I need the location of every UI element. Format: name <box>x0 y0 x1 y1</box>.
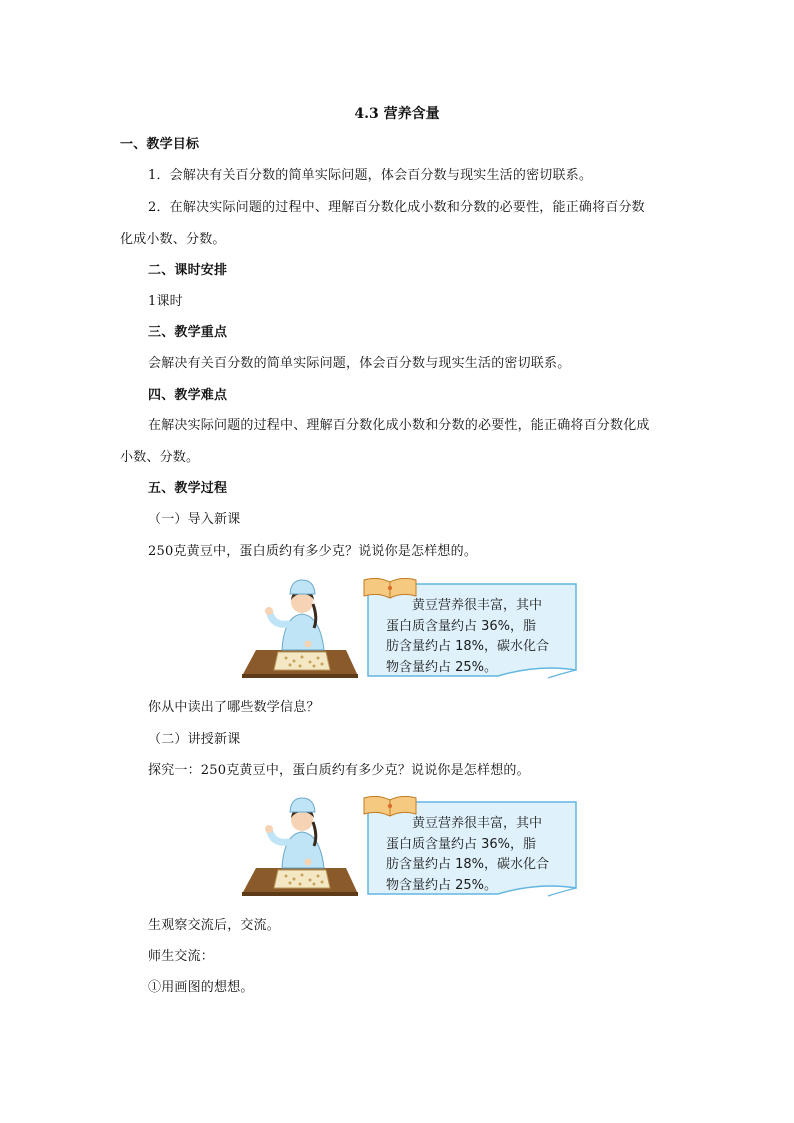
part-1-followup: 你从中读出了哪些数学信息？ <box>148 700 320 715</box>
bubble-1-line-3: 肪含量约占 18%，碳水化合 <box>386 639 550 654</box>
difficulties-line-1: 在解决实际问题的过程中、理解百分数化成小数和分数的必要性，能正确将百分数化成 <box>148 418 650 433</box>
part-2-discussion: 师生交流： <box>148 949 215 964</box>
section-heading-process: 五、教学过程 <box>148 481 228 496</box>
page-title: 4.3 营养含量 <box>354 106 440 122</box>
part-1-heading: （一）导入新课 <box>148 512 241 527</box>
part-1-question: 250克黄豆中，蛋白质约有多少克？说说你是怎样想的。 <box>148 544 478 559</box>
bubble-2-line-2: 蛋白质含量约占 36%，脂 <box>386 836 537 852</box>
difficulties-line-2: 小数、分数。 <box>120 450 200 465</box>
nutrition-bubble-text-1 <box>386 596 576 678</box>
nutrition-bubble-text-2 <box>386 814 576 896</box>
key-points-text: 会解决有关百分数的简单实际问题，体会百分数与现实生活的密切联系。 <box>148 356 571 371</box>
bubble-1-line-2: 蛋白质含量约占 36%，脂 <box>386 618 537 634</box>
section-heading-goals: 一、教学目标 <box>120 137 200 152</box>
bubble-1-line-4: 物含量约占 25%。 <box>386 659 498 675</box>
goal-item-2-line-2: 化成小数、分数。 <box>120 232 226 247</box>
illustration-nutrition-2 <box>238 796 584 894</box>
goal-item-2-line-1: 2．在解决实际问题的过程中、理解百分数化成小数和分数的必要性，能正确将百分数 <box>148 200 645 215</box>
illustration-nutrition-1 <box>238 578 584 676</box>
part-2-method-1: ①用画图的想想。 <box>148 980 254 995</box>
schedule-text: 1课时 <box>148 294 183 309</box>
part-2-observation: 生观察交流后，交流。 <box>148 918 281 933</box>
bubble-1-line-1: 黄豆营养很丰富，其中 <box>412 598 543 613</box>
bubble-2-line-3: 肪含量约占 18%，碳水化合 <box>386 857 550 872</box>
section-heading-key-points: 三、教学重点 <box>148 325 228 340</box>
goal-item-1: 1．会解决有关百分数的简单实际问题，体会百分数与现实生活的密切联系。 <box>148 168 593 183</box>
part-2-question: 探究一：250克黄豆中，蛋白质约有多少克？说说你是怎样想的。 <box>148 763 530 778</box>
section-heading-difficulties: 四、教学难点 <box>148 388 228 403</box>
bubble-2-line-4: 物含量约占 25%。 <box>386 877 498 893</box>
bubble-2-line-1: 黄豆营养很丰富，其中 <box>412 816 543 831</box>
section-heading-schedule: 二、课时安排 <box>148 263 228 278</box>
part-2-heading: （二）讲授新课 <box>148 732 241 747</box>
